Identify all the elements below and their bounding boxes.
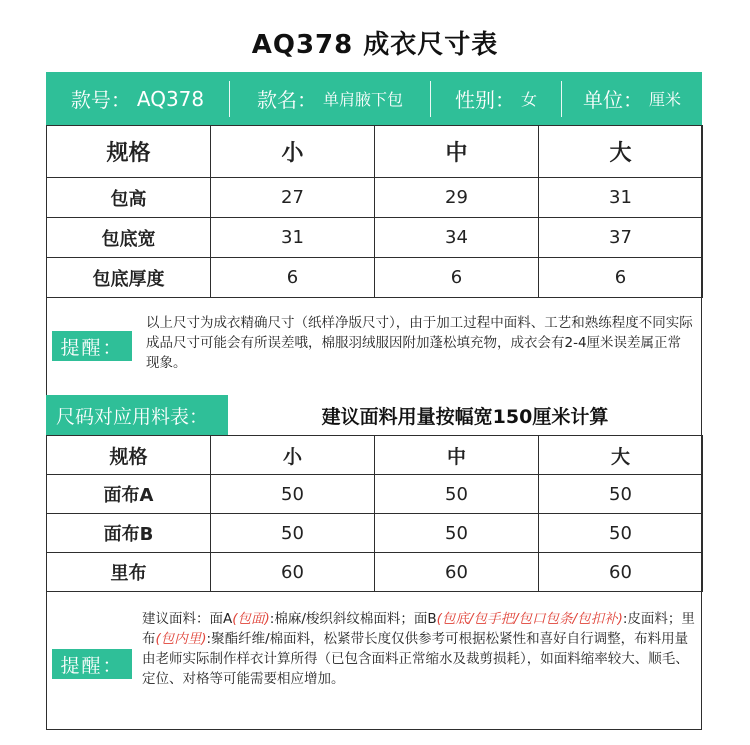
page-title: AQ378 成衣尺寸表 bbox=[251, 30, 499, 60]
fabric-section-bar bbox=[46, 395, 702, 435]
header-cell: 大 bbox=[539, 436, 703, 475]
header-cell: 规格 bbox=[47, 436, 211, 475]
header-cell: 大 bbox=[539, 126, 703, 178]
table-cell: 31 bbox=[539, 178, 703, 218]
table-cell: 50 bbox=[211, 514, 375, 553]
row-label: 里布 bbox=[47, 553, 211, 592]
style-no-value: AQ378 bbox=[136, 86, 205, 111]
table-cell: 27 bbox=[211, 178, 375, 218]
table-cell: 37 bbox=[539, 218, 703, 258]
fabric-section-subtitle: 建议面料用量按幅宽150厘米计算 bbox=[321, 405, 609, 428]
table-row bbox=[47, 514, 703, 553]
table-cell: 6 bbox=[375, 258, 539, 298]
info-style-no bbox=[46, 72, 229, 125]
fabric-note-highlight: (包面) bbox=[232, 611, 270, 627]
header-cell: 小 bbox=[211, 436, 375, 475]
gender-value: 女 bbox=[520, 90, 537, 109]
info-gender bbox=[431, 72, 561, 125]
style-name-label: 款名： bbox=[256, 88, 317, 112]
fabric-section-title: 尺码对应用料表： bbox=[46, 395, 228, 435]
table-row bbox=[47, 178, 703, 218]
reminder-badge: 提醒： bbox=[52, 649, 132, 679]
table-cell: 50 bbox=[375, 475, 539, 514]
note-block-2 bbox=[46, 597, 702, 730]
header-cell: 小 bbox=[211, 126, 375, 178]
fabric-reminder-text bbox=[142, 609, 696, 689]
table-cell: 34 bbox=[375, 218, 539, 258]
row-label: 包高 bbox=[47, 178, 211, 218]
table-cell: 50 bbox=[539, 475, 703, 514]
header-cell: 中 bbox=[375, 126, 539, 178]
header-cell: 中 bbox=[375, 436, 539, 475]
fabric-table bbox=[46, 435, 703, 592]
table-cell: 6 bbox=[539, 258, 703, 298]
info-bar bbox=[46, 72, 702, 125]
reminder-badge: 提醒： bbox=[52, 331, 132, 361]
unit-value: 厘米 bbox=[648, 90, 681, 109]
style-no-label: 款号： bbox=[70, 88, 131, 112]
table-cell: 60 bbox=[211, 553, 375, 592]
info-style-name bbox=[230, 72, 430, 125]
row-label: 面布A bbox=[47, 475, 211, 514]
table-cell: 31 bbox=[211, 218, 375, 258]
table-cell: 50 bbox=[211, 475, 375, 514]
info-unit bbox=[562, 72, 702, 125]
note-block-1 bbox=[46, 294, 702, 395]
table-cell: 50 bbox=[539, 514, 703, 553]
style-name-value: 单肩腋下包 bbox=[322, 90, 403, 109]
fabric-table-header bbox=[47, 436, 703, 475]
fabric-note-highlight: (包底/包手把/包口包条/包扣补) bbox=[436, 611, 623, 627]
table-cell: 60 bbox=[375, 553, 539, 592]
unit-label: 单位： bbox=[582, 88, 643, 112]
fabric-note-text: 建议面料：面A bbox=[142, 611, 233, 627]
row-label: 面布B bbox=[47, 514, 211, 553]
table-cell: 29 bbox=[375, 178, 539, 218]
fabric-note-text: :棉麻/梭织斜纹棉面料；面B bbox=[269, 611, 437, 627]
table-cell: 6 bbox=[211, 258, 375, 298]
fabric-note-text: :皮面料；里布 bbox=[142, 611, 695, 647]
size-table bbox=[46, 125, 703, 298]
fabric-note-text: :聚酯纤维/棉面料，松紧带长度仅供参考可根据松紧性和喜好自行调整，布料用量由老师实际制作样衣计算所得（已包含面料正常缩水及裁剪损耗），如面料缩率较大、顺毛、定位、对格等可能需要相应增加。 bbox=[142, 631, 689, 687]
table-cell: 50 bbox=[375, 514, 539, 553]
gender-label: 性别： bbox=[454, 88, 515, 112]
table-row bbox=[47, 553, 703, 592]
table-cell: 60 bbox=[539, 553, 703, 592]
table-row bbox=[47, 218, 703, 258]
table-row bbox=[47, 258, 703, 298]
row-label: 包底厚度 bbox=[47, 258, 211, 298]
row-label: 包底宽 bbox=[47, 218, 211, 258]
table-row bbox=[47, 475, 703, 514]
header-cell: 规格 bbox=[47, 126, 211, 178]
size-table-header bbox=[47, 126, 703, 178]
fabric-note-highlight: (包内里) bbox=[155, 631, 207, 647]
reminder-text: 以上尺寸为成衣精确尺寸（纸样净版尺寸），由于加工过程中面料、工艺和熟练程度不同实际成品尺寸可能会有所误差哦，棉服羽绒服因附加蓬松填充物，成衣会有2-4厘米误差属正常现象。 bbox=[146, 315, 693, 371]
